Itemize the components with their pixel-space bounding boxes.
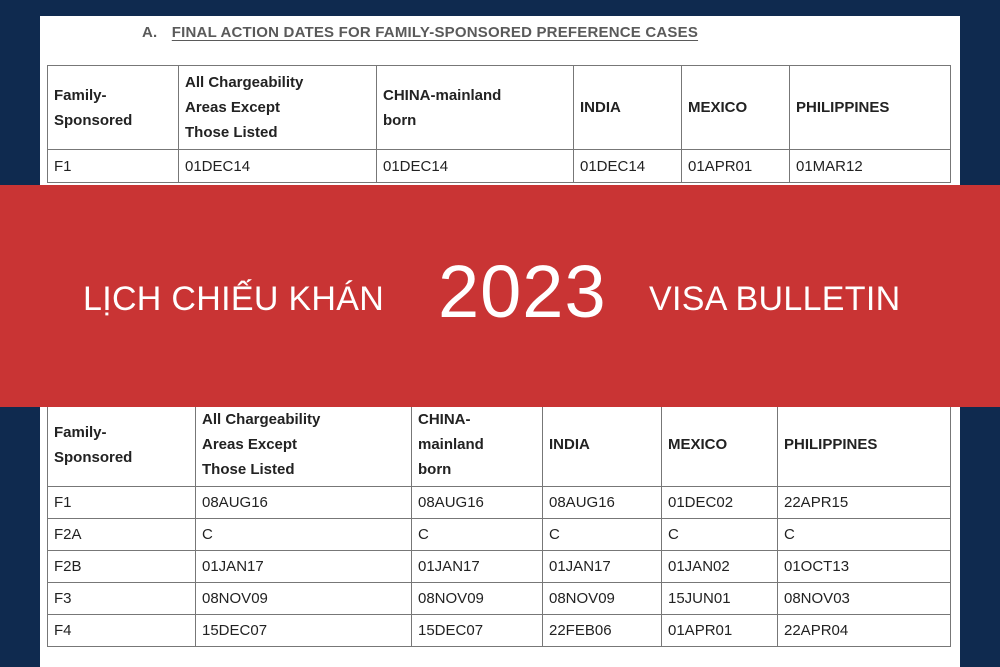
- table-row: [48, 583, 951, 615]
- table-header-row: [48, 403, 951, 487]
- cell: 01APR01: [662, 615, 778, 647]
- cell: 22APR04: [778, 615, 951, 647]
- cell: 08NOV03: [778, 583, 951, 615]
- table-row: [48, 487, 951, 519]
- table-row: [48, 551, 951, 583]
- cell: 22FEB06: [543, 615, 662, 647]
- header-mexico: MEXICO: [682, 66, 790, 150]
- header-family-sponsored: Family- Sponsored: [48, 403, 196, 487]
- table-row: [48, 519, 951, 551]
- cell: 01MAR12: [790, 150, 951, 183]
- header-india: INDIA: [543, 403, 662, 487]
- header-all-chargeability: All Chargeability Areas Except Those Listed: [196, 403, 412, 487]
- cell: 08AUG16: [543, 487, 662, 519]
- cell: C: [778, 519, 951, 551]
- table-row: [48, 615, 951, 647]
- cell: 01OCT13: [778, 551, 951, 583]
- cell: 08NOV09: [543, 583, 662, 615]
- cell: 01JAN17: [412, 551, 543, 583]
- cell: C: [662, 519, 778, 551]
- cell: 01DEC14: [179, 150, 377, 183]
- cell: F2B: [48, 551, 196, 583]
- cell: 01DEC14: [377, 150, 574, 183]
- cell: 01JAN17: [196, 551, 412, 583]
- final-action-dates-table-bottom: [47, 402, 951, 647]
- cell: 08NOV09: [412, 583, 543, 615]
- cell: 01APR01: [682, 150, 790, 183]
- banner-vietnamese-title: LỊCH CHIẾU KHÁN: [83, 280, 385, 318]
- cell: 15JUN01: [662, 583, 778, 615]
- header-india: INDIA: [574, 66, 682, 150]
- cell: 22APR15: [778, 487, 951, 519]
- cell: F4: [48, 615, 196, 647]
- header-philippines: PHILIPPINES: [778, 403, 951, 487]
- table-row: [48, 150, 951, 183]
- cell: 01DEC14: [574, 150, 682, 183]
- header-family-sponsored: Family- Sponsored: [48, 66, 179, 150]
- cell: F1: [48, 150, 179, 183]
- header-philippines: PHILIPPINES: [790, 66, 951, 150]
- header-china: CHINA- mainland born: [412, 403, 543, 487]
- section-heading: [142, 24, 698, 41]
- cell: 08AUG16: [196, 487, 412, 519]
- banner-english-title: VISA BULLETIN: [649, 280, 901, 318]
- cell: C: [412, 519, 543, 551]
- final-action-dates-table-top: [47, 65, 951, 183]
- cell: F1: [48, 487, 196, 519]
- header-mexico: MEXICO: [662, 403, 778, 487]
- cell: C: [196, 519, 412, 551]
- cell: C: [543, 519, 662, 551]
- header-china: CHINA-mainland born: [377, 66, 574, 150]
- cell: 15DEC07: [196, 615, 412, 647]
- title-banner: [0, 185, 1000, 407]
- cell: 01JAN02: [662, 551, 778, 583]
- cell: F2A: [48, 519, 196, 551]
- banner-year: 2023: [438, 250, 607, 333]
- section-title: FINAL ACTION DATES FOR FAMILY-SPONSORED PREFERENCE CASES: [171, 24, 699, 41]
- cell: 01DEC02: [662, 487, 778, 519]
- cell: 01JAN17: [543, 551, 662, 583]
- section-number: A.: [142, 24, 158, 41]
- cell: 15DEC07: [412, 615, 543, 647]
- cell: F3: [48, 583, 196, 615]
- cell: 08NOV09: [196, 583, 412, 615]
- header-all-chargeability: All Chargeability Areas Except Those Listed: [179, 66, 377, 150]
- cell: 08AUG16: [412, 487, 543, 519]
- table-header-row: [48, 66, 951, 150]
